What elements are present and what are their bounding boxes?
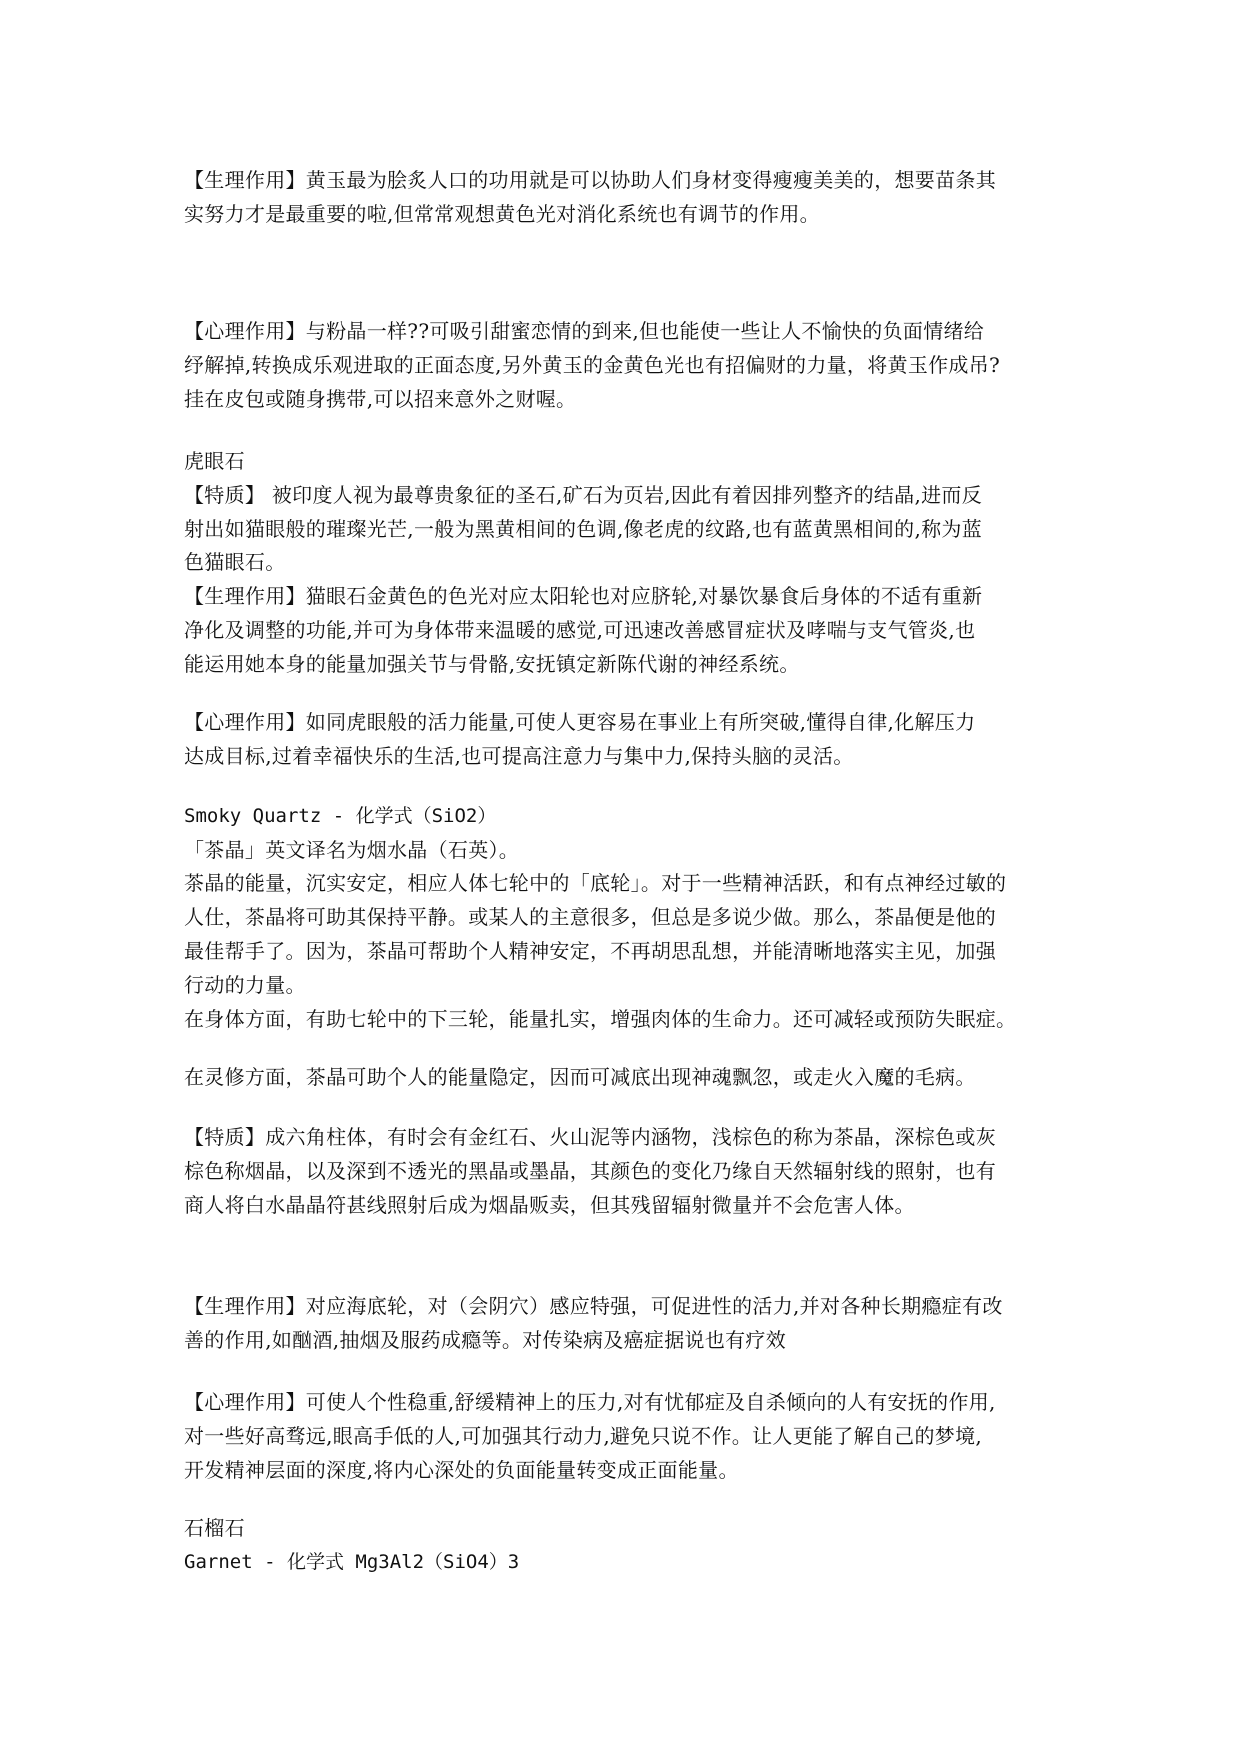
text-line: 射出如猫眼般的璀璨光芒,一般为黑黄相间的色调,像老虎的纹路,也有蓝黄黑相间的,称为蓝: [184, 517, 983, 541]
text-line: 茶晶的能量，沉实安定，相应人体七轮中的「底轮」。对于一些精神活跃，和有点神经过敏的: [184, 871, 1007, 895]
text-line: 【生理作用】对应海底轮，对（会阴穴）感应特强，可促进性的活力,并对各种长期瘾症有改: [184, 1294, 1003, 1318]
text-line: 色猫眼石。: [184, 550, 286, 574]
text-line: 开发精神层面的深度,将内心深处的负面能量转变成正面能量。: [184, 1458, 739, 1482]
section-heading: 虎眼石: [184, 449, 245, 473]
text-line: 「茶晶」英文译名为烟水晶（石英）。: [184, 838, 520, 862]
text-line: 【心理作用】与粉晶一样??可吸引甜蜜恋情的到来,但也能使一些让人不愉快的负面情绪给: [184, 319, 985, 343]
text-line: 人仕，茶晶将可助其保持平静。或某人的主意很多，但总是多说少做。那么，茶晶便是他的: [184, 905, 996, 929]
text-line: 挂在皮包或随身携带,可以招来意外之财喔。: [184, 387, 577, 411]
text-line: 对一些好高骛远,眼高手低的人,可加强其行动力,避免只说不作。让人更能了解自己的梦境,: [184, 1424, 983, 1448]
text-line: 纾解掉,转换成乐观进取的正面态度,另外黄玉的金黄色光也有招偏财的力量，将黄玉作成吊?: [184, 353, 1001, 377]
text-line: 净化及调整的功能,并可为身体带来温暖的感觉,可迅速改善感冒症状及哮喘与支气管炎,也: [184, 618, 976, 642]
text-line: 在灵修方面，茶晶可助个人的能量隐定，因而可减底出现神魂飘忽，或走火入魔的毛病。: [184, 1065, 976, 1089]
text-line: 棕色称烟晶，以及深到不透光的黑晶或墨晶，其颜色的变化乃缘自天然辐射线的照射，也有: [184, 1159, 996, 1183]
text-line: 商人将白水晶晶符甚线照射后成为烟晶贩卖，但其残留辐射微量并不会危害人体。: [184, 1193, 915, 1217]
text-line: 行动的力量。: [184, 973, 306, 997]
text-line: 【生理作用】猫眼石金黄色的色光对应太阳轮也对应脐轮,对暴饮暴食后身体的不适有重新: [184, 584, 983, 608]
text-line: 在身体方面，有助七轮中的下三轮，能量扎实，增强肉体的生命力。还可减轻或预防失眠症。: [184, 1007, 1017, 1031]
text-line: 最佳帮手了。因为，茶晶可帮助个人精神安定，不再胡思乱想，并能清晰地落实主见，加强: [184, 939, 996, 963]
text-line: 【心理作用】如同虎眼般的活力能量,可使人更容易在事业上有所突破,懂得自律,化解压力: [184, 710, 976, 734]
section-heading: Smoky Quartz - 化学式（SiO2）: [184, 805, 497, 827]
text-line: 实努力才是最重要的啦,但常常观想黄色光对消化系统也有调节的作用。: [184, 202, 820, 226]
text-line: 【特质】成六角柱体，有时会有金红石、火山泥等内涵物，浅棕色的称为茶晶，深棕色或灰: [184, 1125, 996, 1149]
text-line: 能运用她本身的能量加强关节与骨骼,安抚镇定新陈代谢的神经系统。: [184, 652, 800, 676]
text-line: 达成目标,过着幸福快乐的生活,也可提高注意力与集中力,保持头脑的灵活。: [184, 744, 854, 768]
text-line: 善的作用,如酗酒,抽烟及服药成瘾等。对传染病及癌症据说也有疗效: [184, 1328, 787, 1352]
text-line: Garnet - 化学式 Mg3Al2（SiO4）3: [184, 1551, 520, 1573]
text-line: 【心理作用】可使人个性稳重,舒缓精神上的压力,对有忧郁症及自杀倾向的人有安抚的作用,: [184, 1390, 996, 1414]
section-heading: 石榴石: [184, 1516, 245, 1540]
text-line: 【生理作用】黄玉最为脍炙人口的功用就是可以协助人们身材变得瘦瘦美美的，想要苗条其: [184, 168, 996, 192]
text-line: 【特质】 被印度人视为最尊贵象征的圣石,矿石为页岩,因此有着因排列整齐的结晶,进而反: [184, 483, 983, 507]
